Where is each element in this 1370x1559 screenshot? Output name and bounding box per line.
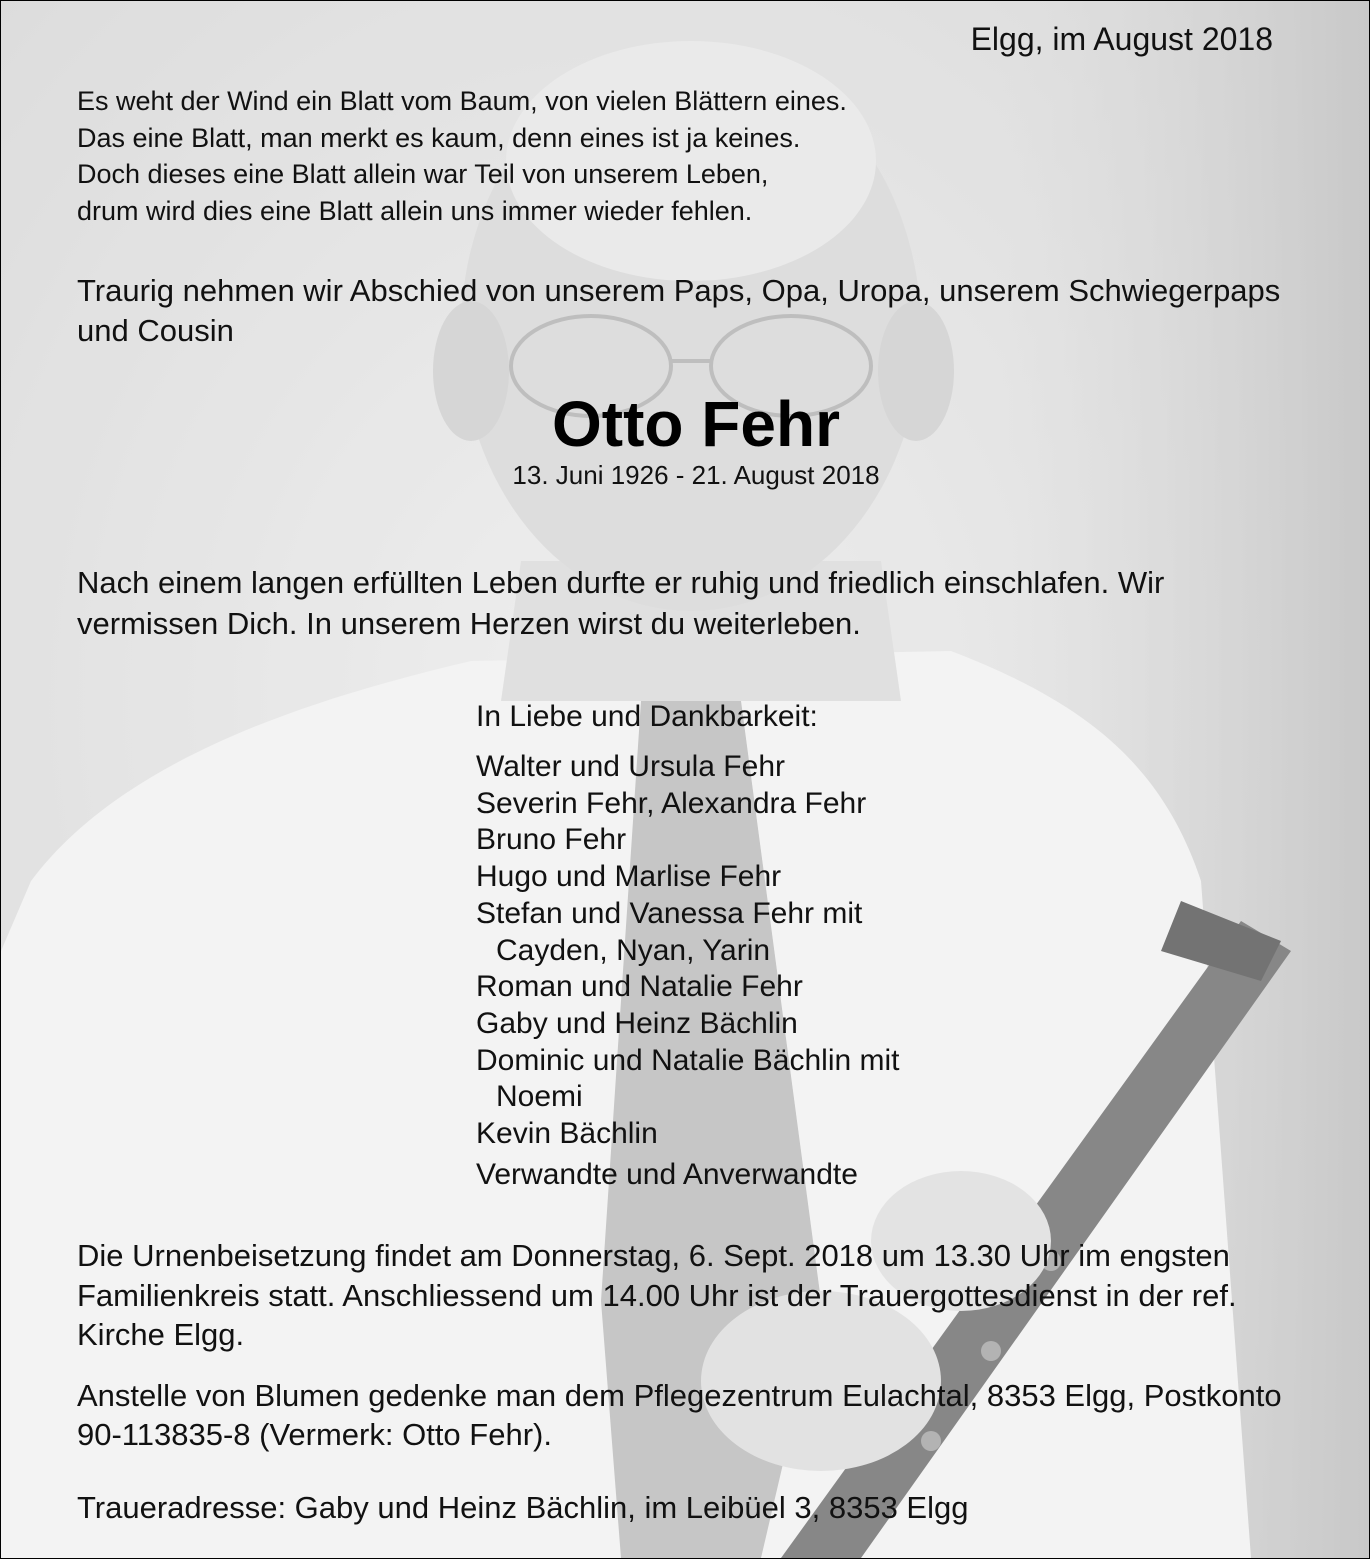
family-section: [476, 699, 900, 1193]
poem-line: drum wird dies eine Blatt allein uns immer wieder fehlen.: [77, 195, 753, 226]
family-heading: In Liebe und Dankbarkeit:: [476, 700, 818, 733]
family-list: [476, 749, 900, 1193]
family-member-children: Cayden, Nyan, Yarin: [496, 933, 771, 967]
family-member: Gaby und Heinz Bächlin: [476, 1006, 798, 1040]
family-member: Stefan und Vanessa Fehr mit: [476, 896, 863, 930]
donation-info: Anstelle von Blumen gedenke man dem Pflegezentrum Eulachtal, 8353 Elgg, Postkonto 90-113835-8 (Vermerk: Otto Fehr).: [77, 1378, 1282, 1452]
family-member: Severin Fehr, Alexandra Fehr: [476, 786, 867, 820]
family-member-children: Noemi: [496, 1080, 583, 1114]
family-member: Bruno Fehr: [476, 823, 627, 857]
family-member: Hugo und Marlise Fehr: [476, 860, 782, 894]
deceased-name: Otto Fehr: [552, 388, 840, 460]
family-member: Dominic und Natalie Bächlin mit: [476, 1043, 900, 1077]
family-member: Roman und Natalie Fehr: [476, 970, 803, 1004]
poem-line: Das eine Blatt, man merkt es kaum, denn eines ist ja keines.: [77, 122, 801, 153]
family-member: Kevin Bächlin: [476, 1117, 658, 1151]
service-info: Die Urnenbeisetzung findet am Donnerstag, 6. Sept. 2018 um 13.30 Uhr im engsten Familienkreis statt. Anschliessend um 14.00 Uhr ist der Trauergottesdienst in der ref. Kirche Elgg.: [77, 1238, 1237, 1352]
intro-text: Traurig nehmen wir Abschied von unserem Paps, Opa, Uropa, unserem Schwiegerpaps und Cousin: [77, 273, 1281, 348]
farewell-text: Nach einem langen erfüllten Leben durfte er ruhig und friedlich einschlafen. Wir vermissen Dich. In unserem Herzen wirst du weiterleben.: [77, 565, 1165, 641]
life-dates: 13. Juni 1926 - 21. August 2018: [512, 460, 880, 490]
poem: [77, 83, 847, 229]
poem-line: Doch dieses eine Blatt allein war Teil von unserem Leben,: [77, 159, 769, 189]
mourning-address: Traueradresse: Gaby und Heinz Bächlin, im Leibüel 3, 8353 Elgg: [77, 1490, 969, 1525]
place-date: Elgg, im August 2018: [970, 21, 1273, 57]
poem-line: Es weht der Wind ein Blatt vom Baum, von vielen Blättern eines.: [77, 86, 847, 116]
family-relatives: Verwandte und Anverwandte: [476, 1157, 858, 1191]
family-member: Walter und Ursula Fehr: [476, 750, 785, 783]
